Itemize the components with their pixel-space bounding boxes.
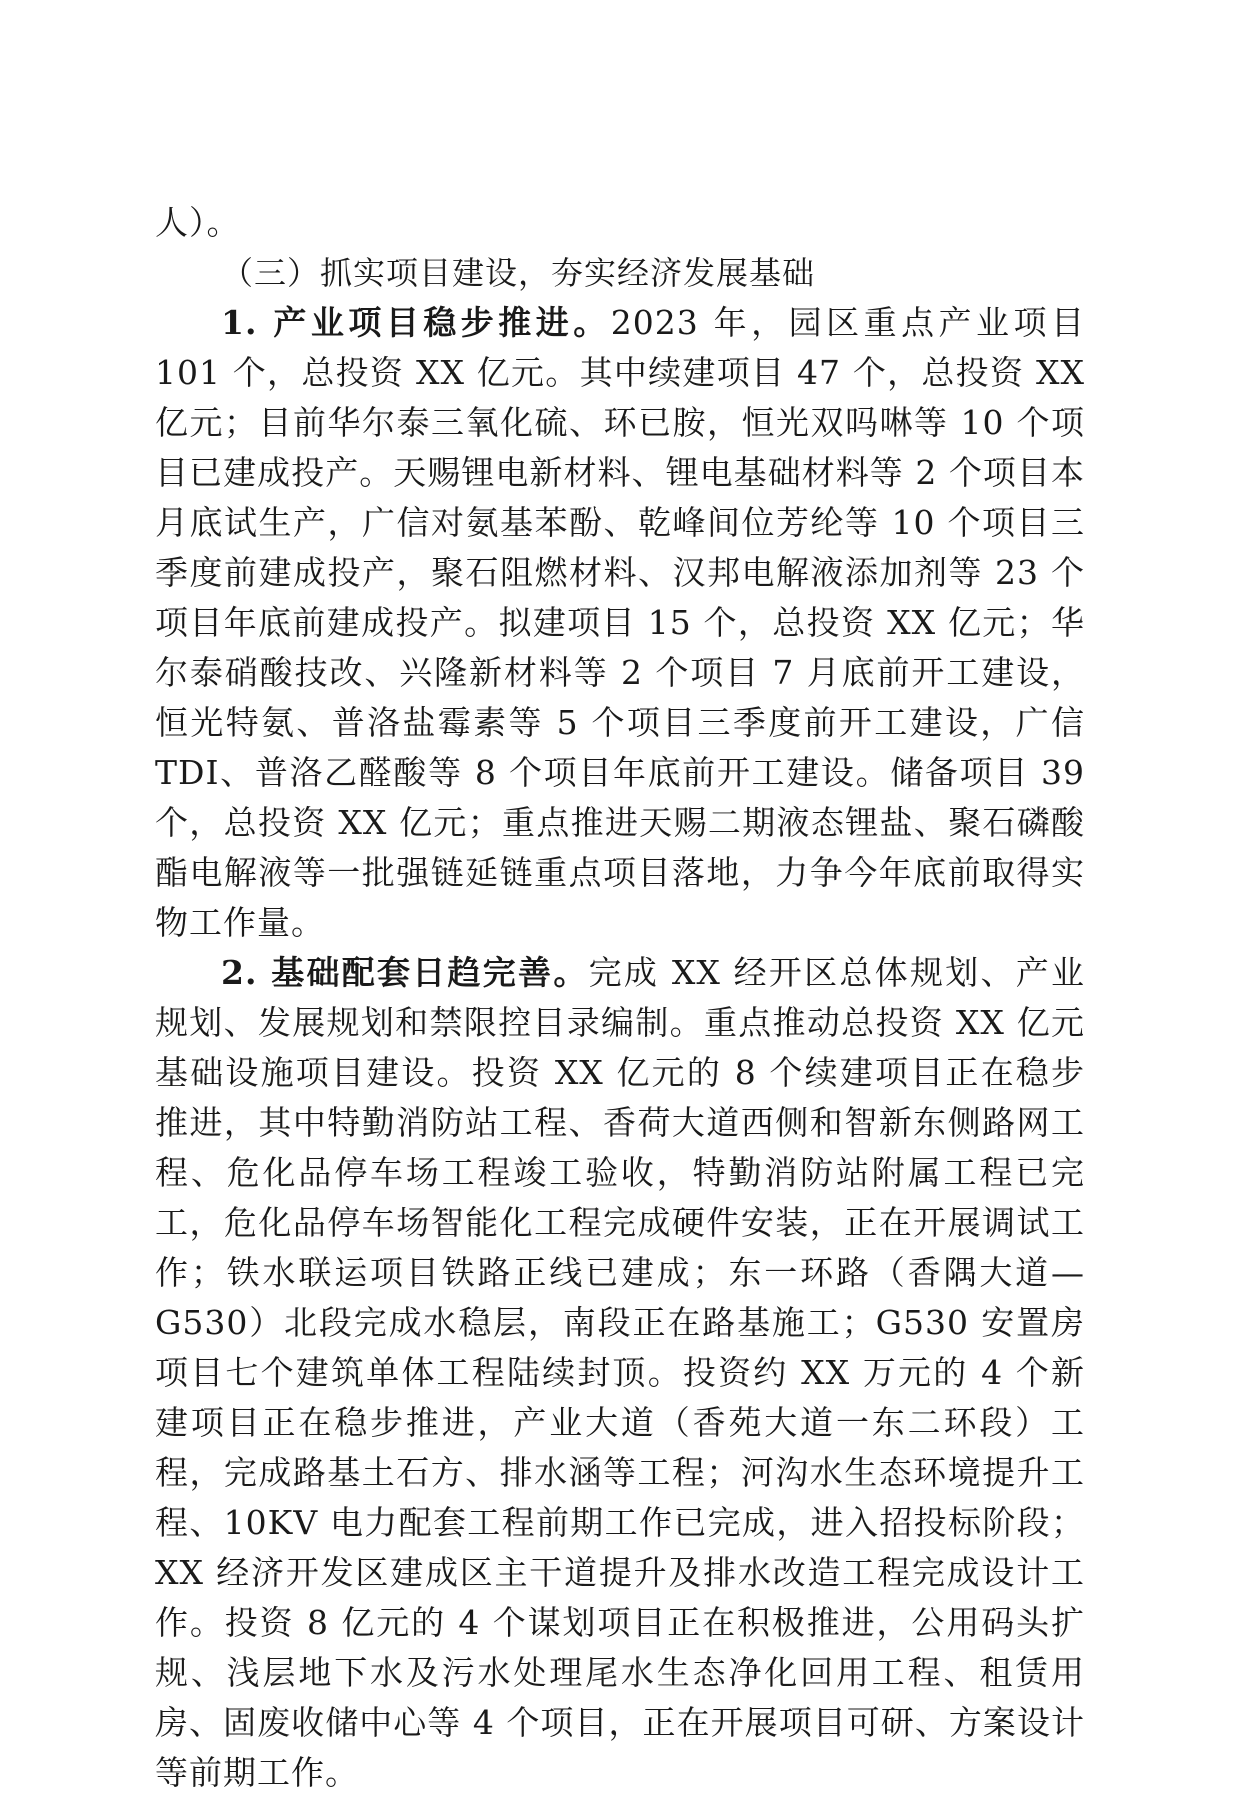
paragraph-body: 完成 XX 经开区总体规划、产业规划、发展规划和禁限控目录编制。重点推动总投资 XX 亿元基础设施项目建设。投资 XX 亿元的 8 个续建项目正在稳步推进，其中特勤消防站工程、香荷大道西侧和智新东侧路网工程、危化品停车场工程竣工验收，特勤消防站附属工程已完工，危化品停车场智能化工程完成硬件安装，正在开展调试工作；铁水联运项目铁路正线已建成；东一环路（香隅大道—G530）北段完成水稳层，南段正在路基施工；G530 安置房项目七个建筑单体工程陆续封顶。投资约 XX 万元的 4 个新建项目正在稳步推进，产业大道（香苑大道一东二环段）工程，完成路基土石方、排水涵等工程；河沟水生态环境提升工程、10KV 电力配套工程前期工作已完成，进入招投标阶段；XX 经济开发区建成区主干道提升及排水改造工程完成设计工作。投资 8 亿元的 4 个谋划项目正在积极推进，公用码头扩规、浅层地下水及污水处理尾水生态净化回用工程、租赁用房、固废收储中心等 4 个项目，正在开展项目可研、方案设计等前期工作。 — [155, 953, 1085, 1792]
document-body — [155, 198, 1085, 1798]
paragraph-lead: 1. 产业项目稳步推进。 — [221, 303, 611, 342]
paragraph-body: 2023 年，园区重点产业项目 101 个，总投资 XX 亿元。其中续建项目 47 个，总投资 XX 亿元；目前华尔泰三氧化硫、环已胺，恒光双吗啉等 10 个项目已建成投产。天赐锂电新材料、锂电基础材料等 2 个项目本月底试生产，广信对氨基苯酚、乾峰间位芳纶等 10 个项目三季度前建成投产，聚石阻燃材料、汉邦电解液添加剂等 23 个项目年底前建成投产。拟建项目 15 个，总投资 XX 亿元；华尔泰硝酸技改、兴隆新材料等 2 个项目 7 月底前开工建设，恒光特氨、普洛盐霉素等 5 个项目三季度前开工建设，广信 TDI、普洛乙醛酸等 8 个项目年底前开工建设。储备项目 39 个，总投资 XX 亿元；重点推进天赐二期液态锂盐、聚石磷酸酯电解液等一批强链延链重点项目落地，力争今年底前取得实物工作量。 — [155, 303, 1085, 942]
paragraph-industrial-projects — [155, 298, 1085, 948]
paragraph-lead: 2. 基础配套日趋完善。 — [221, 953, 589, 992]
paragraph-infrastructure — [155, 948, 1085, 1798]
continuation-line: 人）。 — [155, 203, 241, 242]
section-heading: （三）抓实项目建设，夯实经济发展基础 — [221, 254, 816, 292]
